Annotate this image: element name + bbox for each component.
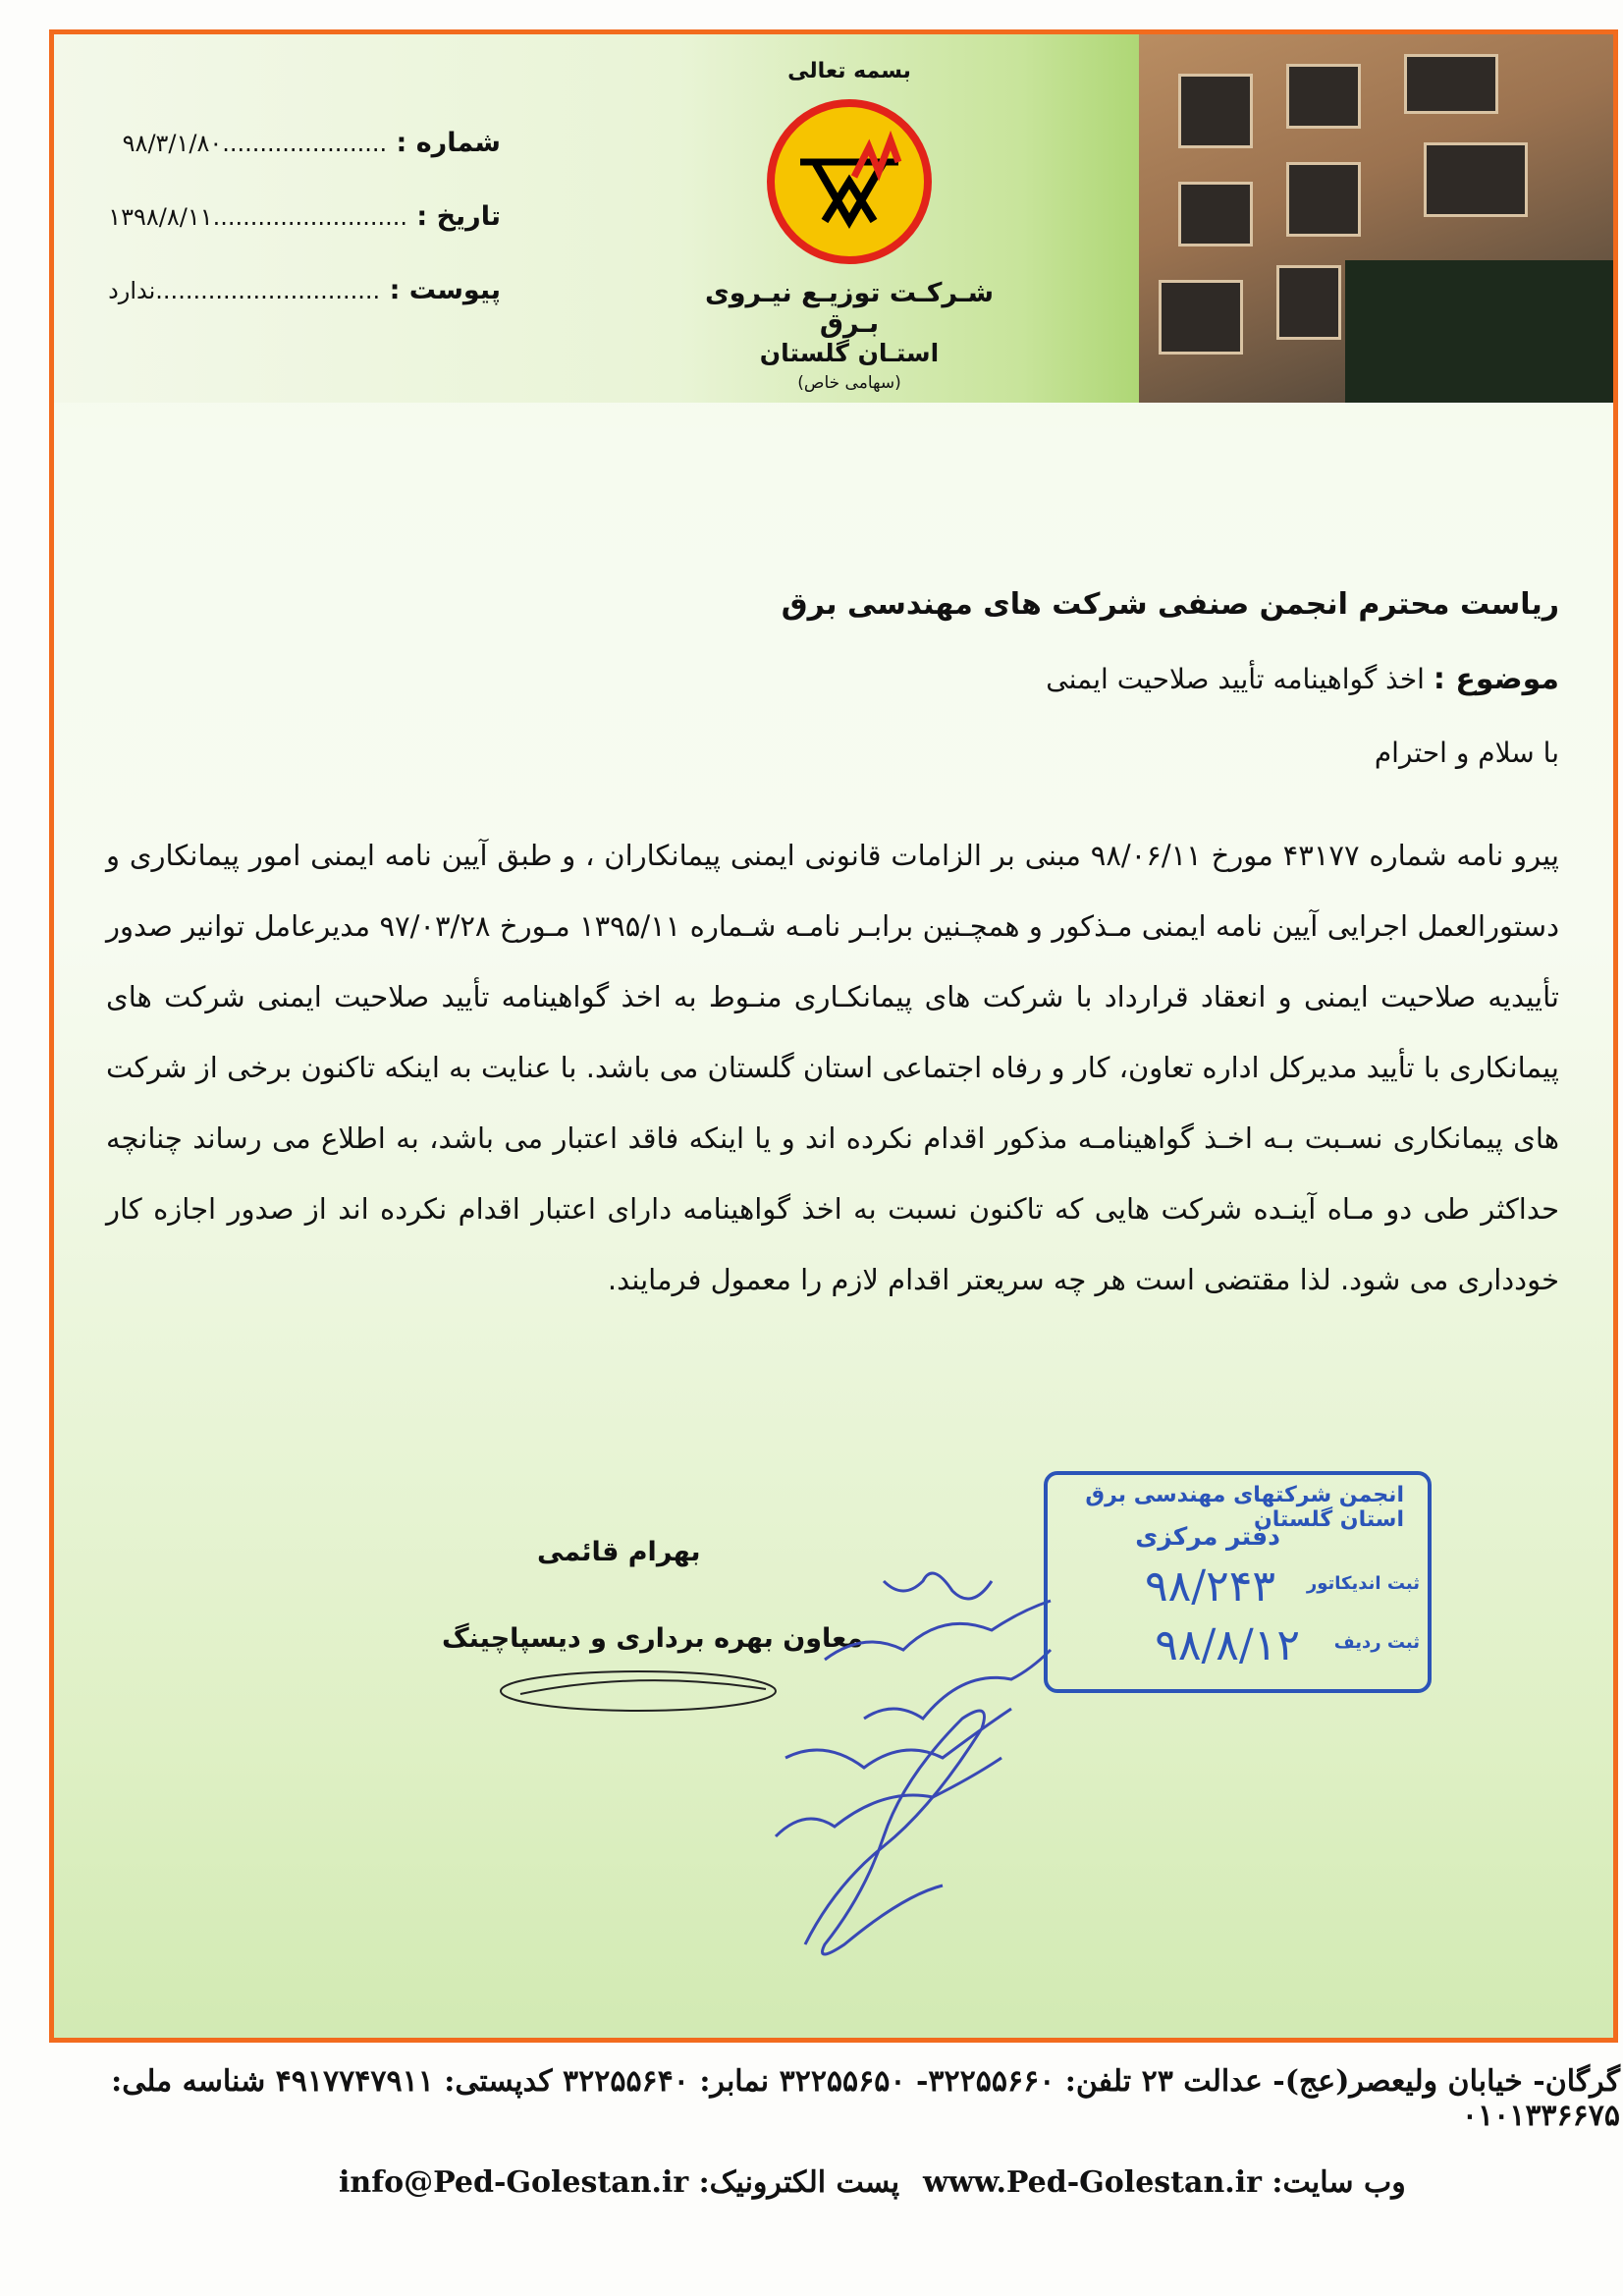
building-photo (1139, 34, 1613, 403)
footer-email: پست الکترونیک: info@Ped-Golestan.ir (339, 2165, 900, 2200)
handwritten-note-icon (628, 1552, 1080, 2043)
addressee: ریاست محترم انجمن صنفی شرکت های مهندسی برق (781, 587, 1559, 622)
company-logo-block (687, 59, 1011, 393)
greeting: با سلام و احترام (1374, 737, 1559, 769)
stamp-indicator-label: ثبت اندیکاتور (1306, 1573, 1420, 1594)
company-name: شـرکـت توزیـع نیـروی بـرق (704, 278, 995, 339)
company-province: استـان گلستان (759, 339, 940, 367)
signatory-name: بهرام قائمی (537, 1537, 701, 1567)
letter-attachment: پیوست : ..............................ندارد (108, 275, 501, 305)
email-link[interactable]: info@Ped-Golestan.ir (339, 2165, 689, 2200)
subject-text: اخذ گواهینامه تأیید صلاحیت ایمنی (1046, 663, 1425, 695)
stamp-org: انجمن شرکتهای مهندسی برق استان گلستان (1085, 1483, 1404, 1532)
stamp-row-value: ۹۸/۸/۱۲ (1155, 1620, 1300, 1670)
stamp-indicator-value: ۹۸/۲۴۳ (1145, 1561, 1275, 1612)
letter-body: پیرو نامه شماره ۴۳۱۷۷ مورخ ۹۸/۰۶/۱۱ مبنی بر الزامات قانونی ایمنی پیمانکاران ، و طبق آیین نامه ایمنی امور پیمانکاری و دستورالعمل اجرایی آیین نامه ایمنی مـذکور و همچـنین برابـر نامـه شـماره ۱۳۹۵/۱۱ مـورخ ۹۷/۰۳/۲۸ مدیرعامل توانیر صدور تأییدیه صلاحیت ایمنی و انعقاد قرارداد با شرکت های پیمانکـاری منـوط به اخذ گواهینامه تأیید صلاحیت ایمنی شرکت های پیمانکاری با تأیید مدیرکل اداره تعاون، کار و رفاه اجتماعی استان گلستان می باشد. با عنایت به اینکه تاکنون برخی از شرکت های پیمانکاری نسـبت بـه اخـذ گواهینامـه مذکور اقدام نکرده اند و یا اینکه فاقد اعتبار می باشد، به اطلاع می رساند چنانچه حداکثر طی دو مـاه آینـده شرکت هایی که تاکنون نسبت به اخذ گواهینامه دارای اعتبار اقدام نکرده اند از صدور اجازه کار خودداری می شود. لذا مقتضی است هر چه سریعتر اقدام لازم را معمول فرمایند. (106, 839, 1559, 1296)
registration-stamp (1044, 1471, 1432, 1693)
footer-address: گرگان- خیابان ولیعصر(عج)- عدالت ۲۳ تلفن: ۳۲۲۵۵۶۶۰- ۳۲۲۵۵۶۵۰ نمابر: ۳۲۲۵۵۶۴۰ کدپستی: ۴۹۱۷۷۴۷۹۱۱ شناسه ملی: ۰۱۰۱۳۳۶۶۷۵ (111, 2064, 1620, 2133)
subject-label: موضوع : (1433, 662, 1559, 696)
stamp-office: دفتر مرکزی (1135, 1522, 1280, 1551)
subject-line (1046, 662, 1559, 696)
letter-number: شماره : ......................۹۸/۳/۱/۸۰ (122, 128, 501, 158)
stamp-row-label: ثبت ردیف (1333, 1632, 1420, 1653)
bismillah: بسمه تعالی (787, 59, 911, 83)
website-link[interactable]: www.Ped-Golestan.ir (923, 2165, 1262, 2200)
company-type: (سهامی خاص) (797, 373, 901, 393)
signatory-title: معاون بهره برداری و دیسپاچینگ (442, 1623, 864, 1654)
letter-date: تاریخ : ..........................۱۳۹۸/۸/۱۱ (108, 201, 501, 232)
company-logo-icon (761, 93, 938, 270)
footer-website: وب سایت: www.Ped-Golestan.ir (923, 2165, 1406, 2200)
